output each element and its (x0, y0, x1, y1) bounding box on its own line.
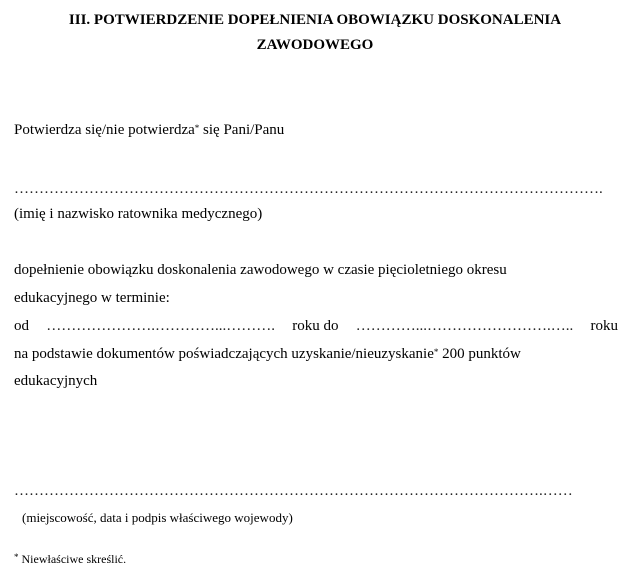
footnote-marker: * (194, 123, 200, 133)
from-label: od (14, 318, 29, 334)
confirm-text-after: się Pani/Panu (199, 122, 285, 138)
footnote (14, 550, 126, 568)
section-title-line-2: ZAWODOWEGO (256, 37, 374, 53)
body-line-4-text: na podstawie dokumentów poświadczających uzyskanie/nieuzyskanie (14, 346, 434, 362)
section-title-line-1: III. POTWIERDZENIE DOPEŁNIENIA OBOWIĄZKU DOSKONALENIA (68, 12, 562, 28)
footnote-star: * (14, 552, 19, 562)
name-fill-line[interactable]: ………………………………………………………………………………………………………. (14, 181, 603, 197)
body-line-1: dopełnienie obowiązku doskonalenia zawodowego w czasie pięcioletniego okresu (14, 262, 507, 278)
confirm-statement (14, 121, 284, 139)
body-line-4-after: 200 punktów (438, 346, 521, 362)
footnote-text: Niewłaściwe skreślić. (18, 552, 127, 566)
signature-label: (miejscowość, data i podpis właściwego wojewody) (22, 510, 293, 525)
end-label: roku (590, 318, 618, 334)
footnote-marker: * (433, 347, 439, 357)
body-line-5: edukacyjnych (14, 373, 98, 389)
signature-fill-line[interactable]: …………………………………………………………………………………………….…… (14, 483, 573, 499)
from-year-fill-line[interactable]: ………………….…………...………. (46, 318, 275, 334)
confirm-text: Potwierdza się/nie potwierdza (14, 122, 195, 138)
middle-label: roku do (292, 318, 339, 334)
body-line-2: edukacyjnego w terminie: (14, 290, 170, 306)
date-range-row (14, 317, 618, 335)
name-field-label: (imię i nazwisko ratownika medycznego) (14, 206, 263, 222)
body-line-4 (14, 345, 521, 363)
to-year-fill-line[interactable]: …………...…………………….….. (355, 318, 574, 334)
